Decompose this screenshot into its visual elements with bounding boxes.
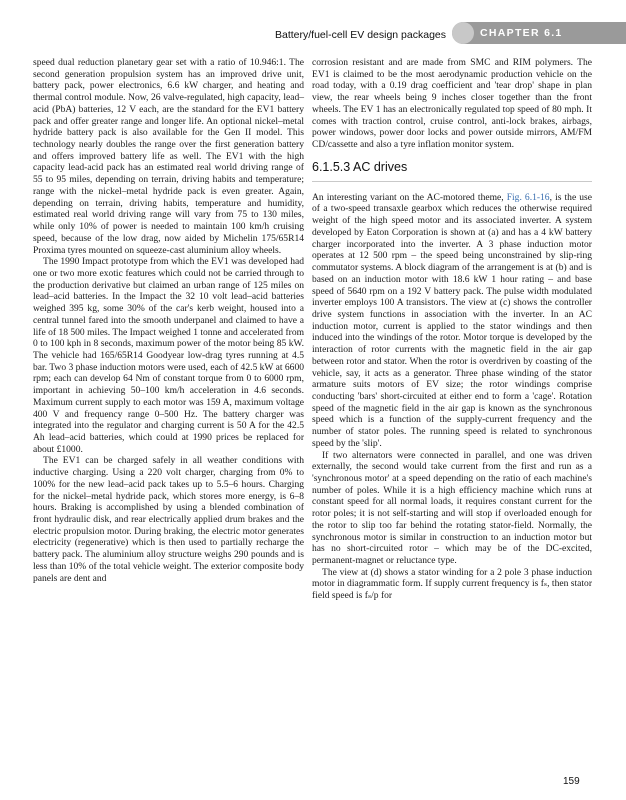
ac-drives-paragraph-2: If two alternators were connected in parallel, and one was driven externally, the second would take current from the first and run as a 'synchronous motor' at a speed depending on the ratio of each machine's number of poles. While it is a high efficiency machine which runs at constant speed for all normal loads, it requires constant current for the rotor poles; it is not self-starting and will stop if overloaded enough for the rotor to slip too far behind the rotating stator-field. Normally, the synchronous motor is similar in construction to an induction motor but has no short-circuited rotor – which may be of the DC-excited, permanent-magnet or reluctance type.	[312, 449, 592, 567]
section-heading-ac-drives: 6.1.5.3 AC drives	[312, 160, 592, 182]
ac-para1-lead: An interesting variant on the AC-motored theme,	[312, 191, 507, 203]
ac-drives-paragraph-3: The view at (d) shows a stator winding for a 2 pole 3 phase induction motor in diagrammatic form. If supply current frequency is fₛ, then stator field speed is fₛ/p for	[312, 566, 592, 602]
figure-link[interactable]: Fig. 6.1-16	[506, 191, 550, 203]
chapter-label: CHAPTER 6.1	[480, 27, 563, 39]
running-header	[0, 0, 626, 44]
ac-drives-paragraph-1	[312, 192, 592, 450]
left-paragraph-1: speed dual reduction planetary gear set with a ratio of 10.946:1. The second generation propulsion system has an improved drive unit, battery pack, power electronics, 6.6 kW charger, and heating and thermal control module. Now, 26 valve-regulated, high capacity, lead–acid (PbA) batteries, 12 V each, are the standard for the EV1 battery pack and offer greater range and longer life. An optional nickel–metal hydride battery pack is also available for the Gen II model. This technology nearly doubles the range over the first generation battery and offers improved battery life as well. The EV1 with the high capacity lead-acid pack has an estimated real world driving range of 55 to 95 miles, depending on terrain, driving habits and temperature; range with the nickel–metal hydride pack is even greater. Again, depending on terrain, driving habits, temperature and humidity, estimated real world driving range will vary from 75 to 130 miles, while only 10% of power is needed to maintain 100 km/h cruising speed, because of the low drag, now aided by Michelin 175/65R14 Proxima tyres mounted on squeeze-cast aluminium alloy wheels.	[33, 57, 304, 256]
page-number: 159	[563, 776, 580, 787]
running-header-title: Battery/fuel-cell EV design packages	[274, 29, 446, 41]
right-intro-paragraph: corrosion resistant and are made from SMC and RIM polymers. The EV1 is claimed to be the most aerodynamic production vehicle on the road today, with a 0.19 drag coefficient and 'tear drop' shape in plan view, the rear wheels being 9 inches closer together than the front wheels. The EV 1 has an electronically regulated top speed of 80 mph. It comes with traction control, cruise control, anti-lock brakes, airbags, power windows, power door locks and power outside mirrors, AM/FM CD/cassette and also a tyre inflation monitor system.	[312, 57, 592, 151]
chapter-tab-cap	[452, 22, 474, 44]
left-paragraph-2: The 1990 Impact prototype from which the EV1 was developed had one or two more exotic features which could not be carried through to the production derivative but claimed an urban range of 125 miles on lead–acid batteries. In the Impact the 32 10 volt lead–acid batteries weighed 395 kg, some 30% of the car's kerb weight, housed into a central tunnel fared into the smooth underpanel and claimed to have a life of 18 500 miles. The Impact weighed 1 tonne and accelerated from 0 to 100 kph in 8 seconds, maximum power of the motor being 85 kW. The vehicle had 165/65R14 Goodyear low-drag tyres running at 4.5 bar. Two 3 phase induction motors were used, each of 42.5 kW at 6600 rpm; each can develop 64 Nm of constant torque from 0 to 6000 rpm, important in achieving 50–100 km/h acceleration in 4.6 seconds. Maximum current supply to each motor was 159 A, maximum voltage 400 V and frequency range 0–500 Hz. The battery charger was integrated into the regulator and charging current is 50 A for the 42.5 Ah lead–acid batteries, which could at 1990 prices be replaced for about £1000.	[33, 256, 305, 455]
left-column	[33, 57, 304, 584]
ac-para1-body: , is the use of a two-speed transaxle gearbox which reduces the otherwise required weight of the high speed motor and its associated inverter. A system developed by Eaton Corporation is shown at (a) and has a 4 kW battery charger incorporated into the inverter. A 3 phase induction motor operates at 12 500 rpm – the speed being unconstrained by slip-ring commutator systems. A block diagram of the arrangement is at (b) and is based on an induction motor with 18.6 kW 1 hour rating – and base speed of 5640 rpm on a 192 V battery pack. The pulse width modulated inverter employs 100 A transistors. The view at (c) shows the controller drive system functions in association with the inverter. In an AC induction motor, current is applied to the stator windings and then induced into the windings of the rotor. Motor torque is developed by the interaction of rotor currents with the magnetic field in the air gap between rotor and stator. When the rotor is overdriven by coasting of the vehicle, say, it acts as a generator. Three phase winding of the stator armature suits motors of EV size; the rotor windings comprise conducting 'bars' short-circuited at either end to form a 'cage'. Rotation speed of the magnetic field in the air gap is known as the synchronous speed which is a function of the supply-current frequency and the number of stator poles. The running speed is related to synchronous speed by the 'slip'.	[312, 191, 592, 449]
right-column	[312, 57, 592, 602]
left-paragraph-3: The EV1 can be charged safely in all weather conditions with inductive charging. Using a 220 volt charger, charging from 0% to 100% for the new lead–acid pack takes up to 5.5–6 hours. Charging for the nickel–metal hydride pack, which stores more energy, is 6–8 hours. Braking is accomplished by using a blended combination of front hydraulic disk, and rear electrically applied drum brakes and the electric propulsion motor. During braking, the electric motor generates electricity (regenerative) which is then used to partially recharge the battery pack. The aluminium alloy structure weighs 290 pounds and is less than 10% of the total vehicle weight. The exterior composite body panels are dent and	[33, 455, 304, 584]
